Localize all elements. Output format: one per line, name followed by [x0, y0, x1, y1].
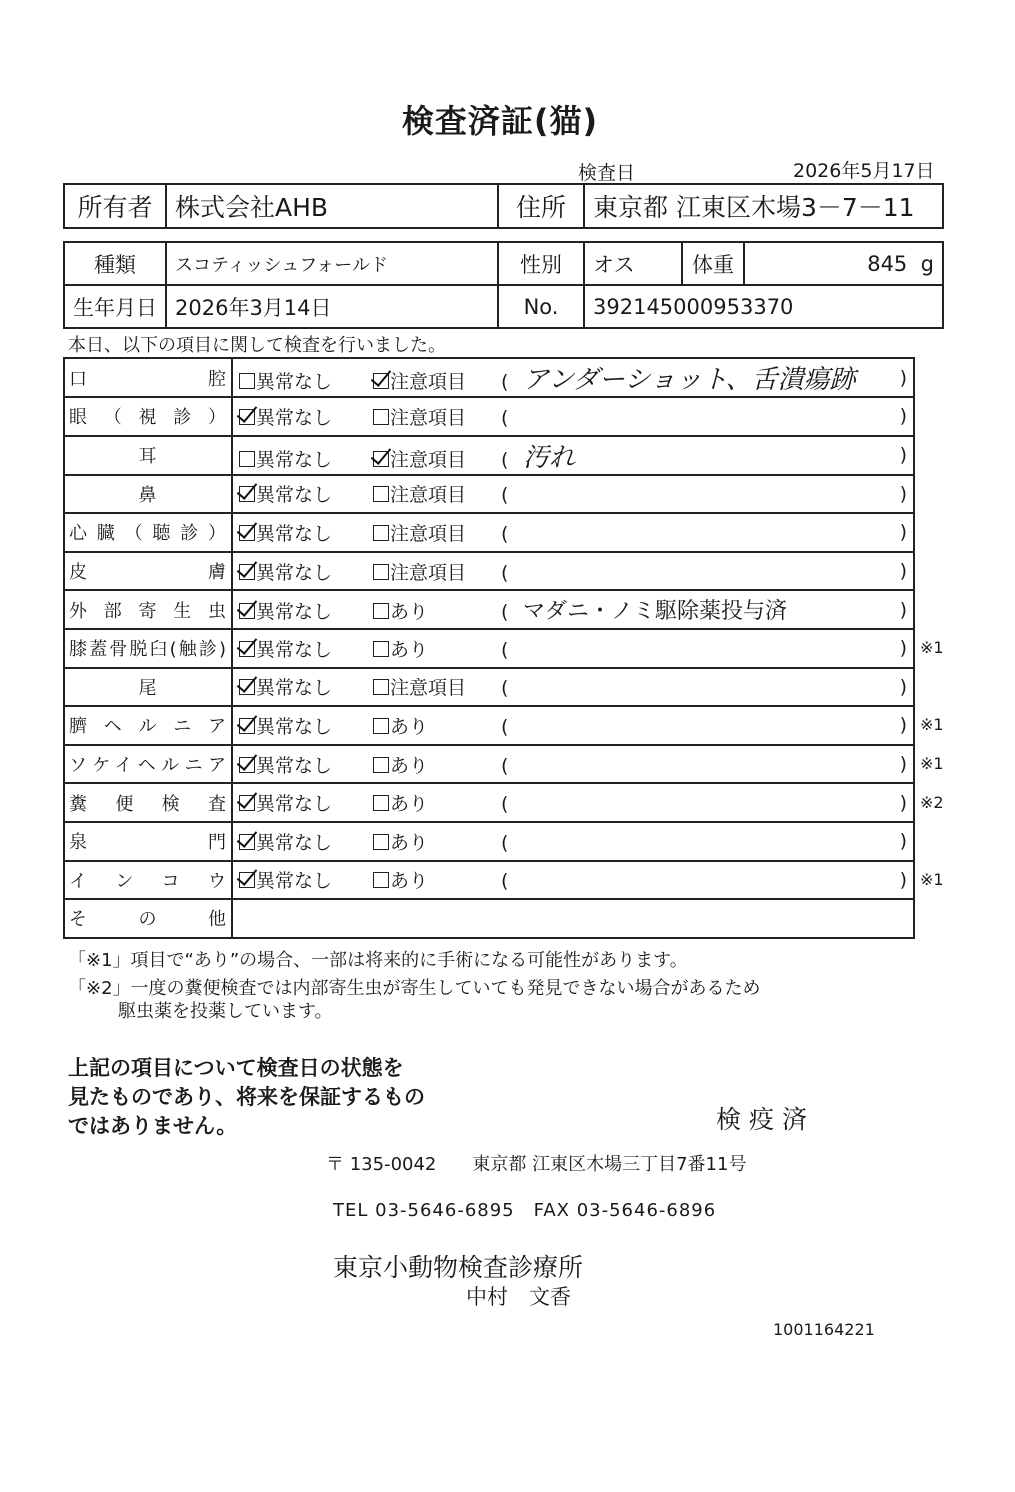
option-label: 注意項目	[390, 371, 467, 393]
checkbox-attention[interactable]	[373, 718, 389, 734]
option-no-abnormality	[239, 828, 373, 855]
option-label: 異常なし	[256, 561, 333, 584]
option-attention	[373, 828, 501, 855]
no-label: No.	[498, 285, 584, 328]
check-item-name: 膝蓋骨脱臼(触診)	[64, 629, 232, 668]
option-attention	[373, 789, 501, 816]
option-attention	[373, 673, 501, 700]
checkbox-no-abnormality[interactable]	[239, 451, 255, 467]
check-options	[232, 861, 914, 900]
option-label: 異常なし	[256, 638, 333, 661]
check-row	[64, 358, 914, 397]
option-label: 異常なし	[256, 870, 333, 893]
option-no-abnormality	[239, 558, 373, 585]
option-attention	[373, 403, 501, 430]
option-label: あり	[390, 870, 429, 893]
checkbox-attention[interactable]	[373, 834, 389, 850]
paren-left: (	[501, 448, 509, 471]
option-attention	[373, 445, 501, 472]
option-label: あり	[390, 638, 429, 661]
footnote-2-line1: 「※2」一度の糞便検査では内部寄生虫が寄生していても発見できない場合があるため	[68, 978, 761, 999]
option-label: あり	[390, 754, 429, 777]
paren-left: (	[501, 601, 509, 624]
check-options	[232, 513, 914, 552]
paren-right: )	[899, 405, 907, 428]
check-item-name: 眼（視診）	[64, 397, 232, 436]
option-no-abnormality	[239, 403, 373, 430]
checkbox-no-abnormality[interactable]	[239, 718, 255, 734]
checkbox-no-abnormality[interactable]	[239, 834, 255, 850]
birth-label: 生年月日	[64, 285, 166, 328]
footnote-2-line2: 駆虫薬を投薬しています。	[118, 1001, 333, 1022]
paren-left: (	[501, 406, 509, 429]
option-attention	[373, 866, 501, 893]
option-label: 異常なし	[256, 522, 333, 545]
check-item-name: 心臓（聴診）	[64, 513, 232, 552]
footnote-mark: ※2	[920, 792, 944, 812]
footnote-1: 「※1」項目で“あり”の場合、一部は将来的に手術になる可能性があります。	[68, 950, 688, 971]
disclaimer	[68, 1054, 425, 1141]
option-no-abnormality	[239, 635, 373, 662]
option-no-abnormality	[239, 866, 373, 893]
disclaimer-line: ではありません。	[68, 1114, 238, 1138]
option-attention	[373, 519, 501, 546]
check-options	[232, 358, 914, 397]
footnote-mark: ※1	[920, 715, 944, 735]
checkbox-attention[interactable]	[373, 564, 389, 580]
footnote-mark: ※1	[920, 754, 944, 773]
weight-unit: g	[920, 251, 934, 276]
checkbox-no-abnormality[interactable]	[239, 757, 255, 773]
check-row	[64, 397, 914, 436]
clinic-tel-fax: TEL 03-5646-6895 FAX 03-5646-6896	[333, 1200, 717, 1221]
clinic-name: 東京小動物検査診療所	[333, 1253, 584, 1282]
paren-left: (	[501, 638, 509, 661]
option-label: 異常なし	[256, 601, 333, 624]
paren-right: )	[899, 366, 907, 389]
check-row	[64, 629, 914, 668]
paren-left: (	[501, 870, 509, 893]
other-value	[232, 899, 914, 938]
document-title: 検査済証(猫)	[401, 102, 599, 140]
check-options	[232, 668, 914, 707]
check-row	[64, 822, 914, 861]
option-no-abnormality	[239, 673, 373, 700]
footnote-mark: ※1	[920, 869, 944, 889]
weight-value: 845	[867, 251, 908, 276]
checkbox-attention[interactable]	[373, 679, 389, 695]
paren-right: )	[899, 753, 907, 776]
checkbox-no-abnormality[interactable]	[239, 373, 255, 389]
check-options	[232, 590, 914, 629]
option-attention	[373, 480, 501, 507]
intro-text: 本日、以下の項目に関して検査を行いました。	[68, 335, 446, 356]
check-note: マダニ・ノミ駆除薬投与済	[523, 599, 788, 625]
paren-left: (	[501, 561, 509, 584]
option-label: 異常なし	[256, 371, 333, 393]
check-row	[64, 745, 914, 784]
disclaimer-line: 見たものであり、将来を保証するもの	[68, 1085, 425, 1109]
option-label: 異常なし	[256, 484, 333, 507]
check-row	[64, 475, 914, 514]
check-row	[64, 590, 914, 629]
check-options	[232, 552, 914, 591]
checkbox-attention[interactable]	[373, 451, 389, 467]
weight-cell	[744, 242, 943, 285]
paren-right: )	[899, 598, 907, 621]
paren-right: )	[899, 714, 907, 737]
paren-right: )	[899, 637, 907, 660]
checkbox-no-abnormality[interactable]	[239, 872, 255, 888]
check-options	[232, 629, 914, 668]
check-row	[64, 706, 914, 745]
check-item-name: 泉 門	[64, 822, 232, 861]
check-item-name: 外部寄生虫	[64, 590, 232, 629]
owner-value: 株式会社AHB	[166, 184, 498, 228]
check-item-name: 口 腔	[64, 358, 232, 397]
check-row	[64, 861, 914, 900]
checkbox-attention[interactable]	[373, 525, 389, 541]
option-label: 注意項目	[390, 406, 467, 429]
check-options	[232, 745, 914, 784]
option-attention	[373, 751, 501, 778]
check-options	[232, 397, 914, 436]
disclaimer-line: 上記の項目について検査日の状態を	[68, 1056, 404, 1080]
option-attention	[373, 558, 501, 585]
paren-left: (	[501, 754, 509, 777]
option-no-abnormality	[239, 597, 373, 624]
checkbox-no-abnormality[interactable]	[239, 525, 255, 541]
option-label: 注意項目	[390, 448, 467, 471]
check-item-name: 尾	[64, 668, 232, 707]
option-label: あり	[390, 793, 429, 816]
address-value: 東京都 江東区木場3－7－11	[584, 184, 943, 228]
check-row-other	[64, 899, 914, 938]
exam-date: 2026年5月17日	[793, 160, 935, 182]
option-attention	[373, 597, 501, 624]
paren-right: )	[899, 560, 907, 583]
exam-date-label: 検査日	[578, 162, 636, 184]
check-row	[64, 552, 914, 591]
paren-right: )	[899, 791, 907, 814]
check-options	[232, 475, 914, 514]
checkbox-attention[interactable]	[373, 373, 389, 389]
check-options	[232, 822, 914, 861]
option-label: あり	[390, 831, 429, 854]
paren-right: )	[899, 675, 907, 698]
no-value: 392145000953370	[584, 285, 943, 328]
paren-right: )	[899, 444, 907, 467]
paren-left: (	[501, 715, 509, 738]
sex-label: 性別	[498, 242, 584, 285]
option-attention	[373, 367, 501, 394]
birth-value: 2026年3月14日	[166, 285, 498, 328]
checkbox-attention[interactable]	[373, 641, 389, 657]
check-options	[232, 436, 914, 475]
sex-value: オス	[584, 242, 682, 285]
check-item-name: 糞便検査	[64, 783, 232, 822]
checkbox-no-abnormality[interactable]	[239, 486, 255, 502]
option-label: 異常なし	[256, 715, 333, 738]
check-row	[64, 513, 914, 552]
document-number: 1001164221	[773, 1320, 875, 1339]
checkbox-attention[interactable]	[373, 603, 389, 619]
option-label: 異常なし	[256, 406, 333, 429]
address-label: 住所	[498, 184, 584, 228]
option-label: 注意項目	[390, 522, 467, 545]
paren-left: (	[501, 522, 509, 545]
checkbox-no-abnormality[interactable]	[239, 795, 255, 811]
option-no-abnormality	[239, 789, 373, 816]
option-no-abnormality	[239, 480, 373, 507]
checkbox-no-abnormality[interactable]	[239, 641, 255, 657]
option-label: 異常なし	[256, 831, 333, 854]
paren-right: )	[899, 521, 907, 544]
checkbox-no-abnormality[interactable]	[239, 679, 255, 695]
option-label: 注意項目	[390, 484, 467, 507]
other-label: その他	[64, 899, 232, 938]
paren-left: (	[501, 793, 509, 816]
breed-value: スコティッシュフォールド	[166, 242, 498, 285]
option-no-abnormality	[239, 712, 373, 739]
check-item-name: 鼻	[64, 475, 232, 514]
option-label: 異常なし	[256, 793, 333, 816]
check-options	[232, 783, 914, 822]
option-label: あり	[390, 601, 429, 624]
owner-table	[63, 183, 944, 229]
check-row	[64, 668, 914, 707]
option-attention	[373, 712, 501, 739]
option-label: 異常なし	[256, 677, 333, 700]
checkbox-attention[interactable]	[373, 757, 389, 773]
check-item-name: 臍ヘルニア	[64, 706, 232, 745]
paren-right: )	[899, 482, 907, 505]
paren-left: (	[501, 677, 509, 700]
checkbox-attention[interactable]	[373, 486, 389, 502]
paren-left: (	[501, 371, 509, 393]
check-options	[232, 706, 914, 745]
weight-label: 体重	[682, 242, 744, 285]
option-label: 注意項目	[390, 677, 467, 700]
check-note: アンダーショット、舌潰瘍跡	[523, 365, 856, 395]
footnote-mark: ※1	[920, 638, 944, 658]
paren-left: (	[501, 484, 509, 507]
owner-label: 所有者	[64, 184, 166, 228]
check-item-name: ソケイヘルニア	[64, 745, 232, 784]
option-label: あり	[390, 715, 429, 738]
checkbox-attention[interactable]	[373, 409, 389, 425]
checks-table	[63, 357, 915, 939]
option-no-abnormality	[239, 445, 373, 472]
check-item-name: 皮 膚	[64, 552, 232, 591]
breed-label: 種類	[64, 242, 166, 285]
check-item-name: 耳	[64, 436, 232, 475]
option-no-abnormality	[239, 751, 373, 778]
paren-right: )	[899, 868, 907, 891]
paren-right: )	[899, 830, 907, 853]
clinic-address: 〒 135-0042 東京都 江東区木場三丁目7番11号	[326, 1154, 747, 1175]
checkbox-no-abnormality[interactable]	[239, 564, 255, 580]
option-label: 異常なし	[256, 754, 333, 777]
checkbox-attention[interactable]	[373, 795, 389, 811]
option-attention	[373, 635, 501, 662]
paren-left: (	[501, 831, 509, 854]
check-item-name: インコウ	[64, 861, 232, 900]
check-row	[64, 436, 914, 475]
option-no-abnormality	[239, 367, 373, 394]
checkbox-no-abnormality[interactable]	[239, 409, 255, 425]
option-label: 注意項目	[390, 561, 467, 584]
check-note: 汚れ	[523, 442, 576, 473]
checkbox-attention[interactable]	[373, 872, 389, 888]
check-row	[64, 783, 914, 822]
quarantine-stamp: 検疫済	[716, 1105, 816, 1134]
option-label: 異常なし	[256, 448, 333, 471]
vet-name: 中村 文香	[466, 1285, 571, 1309]
option-no-abnormality	[239, 519, 373, 546]
checkbox-no-abnormality[interactable]	[239, 603, 255, 619]
pet-info-table	[63, 241, 944, 329]
